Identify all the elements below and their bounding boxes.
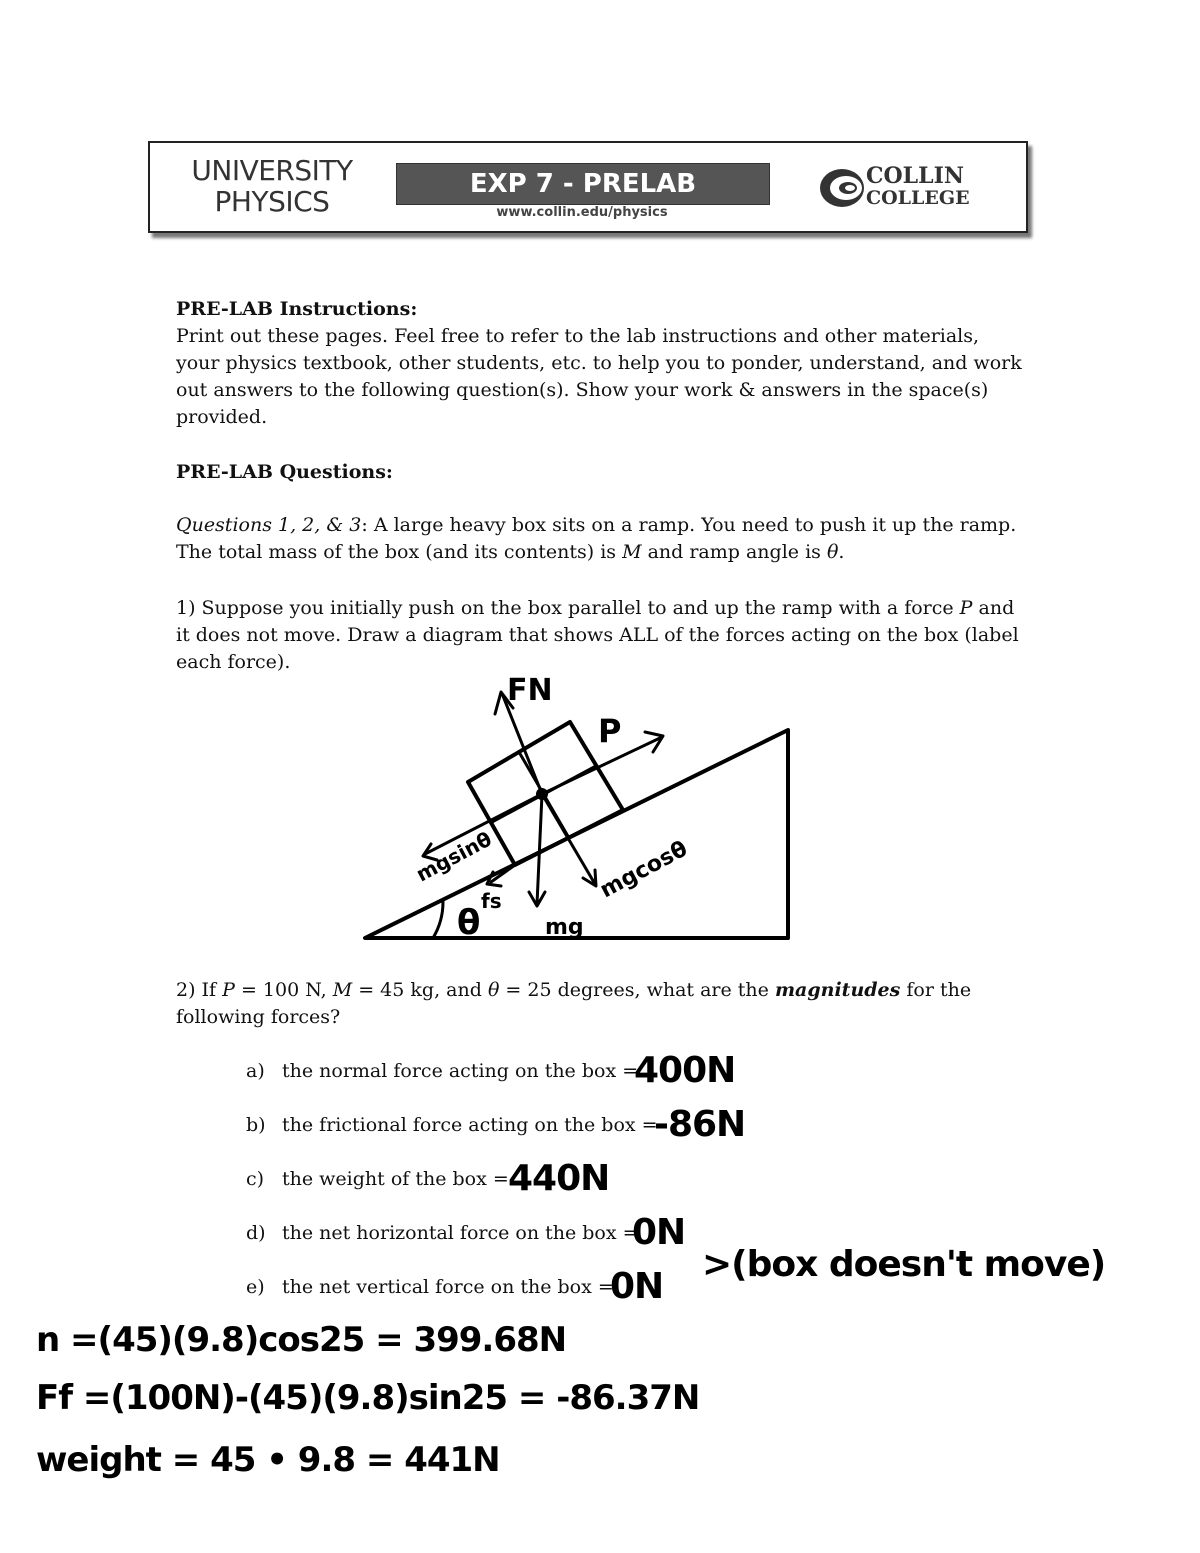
intro-label: Questions 1, 2, & 3 [176,514,362,536]
label-mgcos: mgcosθ [596,836,692,904]
question-2: 2) If P = 100 N, M = 45 kg, and θ = 25 degrees, what are the magnitudes for the following forces? [176,979,972,1028]
college-line2: COLLEGE [866,187,970,209]
university-line2: PHYSICS [214,185,330,218]
label-mgsin: mgsinθ [412,826,496,887]
answer-e: 0N [610,1266,664,1307]
university-line1: UNIVERSITY [191,154,353,187]
answer-c: 440N [508,1158,610,1199]
item-a: a) the normal force acting on the box = [246,1060,639,1082]
weight-arrow [537,794,542,904]
item-d: d) the net horizontal force on the box = [246,1222,639,1244]
angle-arc [433,902,443,938]
item-e: e) the net vertical force on the box = [246,1276,614,1298]
mgcos-arrow [542,794,595,884]
website-link[interactable]: www.collin.edu/physics [496,205,668,220]
answer-b: -86N [654,1104,746,1145]
calc-friction: Ff =(100N)-(45)(9.8)sin25 = -86.37N [36,1378,700,1418]
instructions-heading: PRE-LAB Instructions: [176,298,418,320]
questions-heading: PRE-LAB Questions: [176,461,393,483]
experiment-title: EXP 7 - PRELAB [396,163,770,205]
label-theta: θ [457,903,481,943]
answer-a: 400N [634,1050,736,1091]
calc-normal: n =(45)(9.8)cos25 = 399.68N [36,1320,567,1360]
answer-note: >(box doesn't move) [702,1244,1106,1285]
label-fn: FN [507,673,553,708]
collin-college-logo [818,161,1014,215]
question-1: 1) Suppose you initially push on the box parallel to and up the ramp with a force P and it does not move. Draw a diagram that shows ALL of the forces acting on the box (label each force). [176,597,1019,673]
header-banner [148,141,1028,233]
center-point [536,788,548,800]
answer-d: 0N [632,1212,686,1253]
item-b: b) the frictional force acting on the box = [246,1114,658,1136]
instructions-text: Print out these pages. Feel free to refer to the lab instructions and other materials, your physics textbook, other students, etc. to help you to ponder, understand, and work out answers to the following question(s). Show your work & answers in the space(s) provided. [176,325,1022,428]
label-p: P [598,712,622,750]
label-fs: fs [481,889,502,913]
college-line1: COLLIN [866,163,965,189]
normal-force-arrow [503,696,542,794]
free-body-diagram [355,672,805,944]
questions-intro: Questions 1, 2, & 3: A large heavy box sits on a ramp. You need to push it up the ramp. The total mass of the box (and its contents) is M and ramp angle is θ. [176,514,1017,563]
label-mg: mg [545,915,584,940]
calc-weight: weight = 45 • 9.8 = 441N [36,1440,500,1480]
item-c: c) the weight of the box = [246,1168,509,1190]
instructions-section [176,296,1026,431]
university-physics-logo [172,155,372,217]
